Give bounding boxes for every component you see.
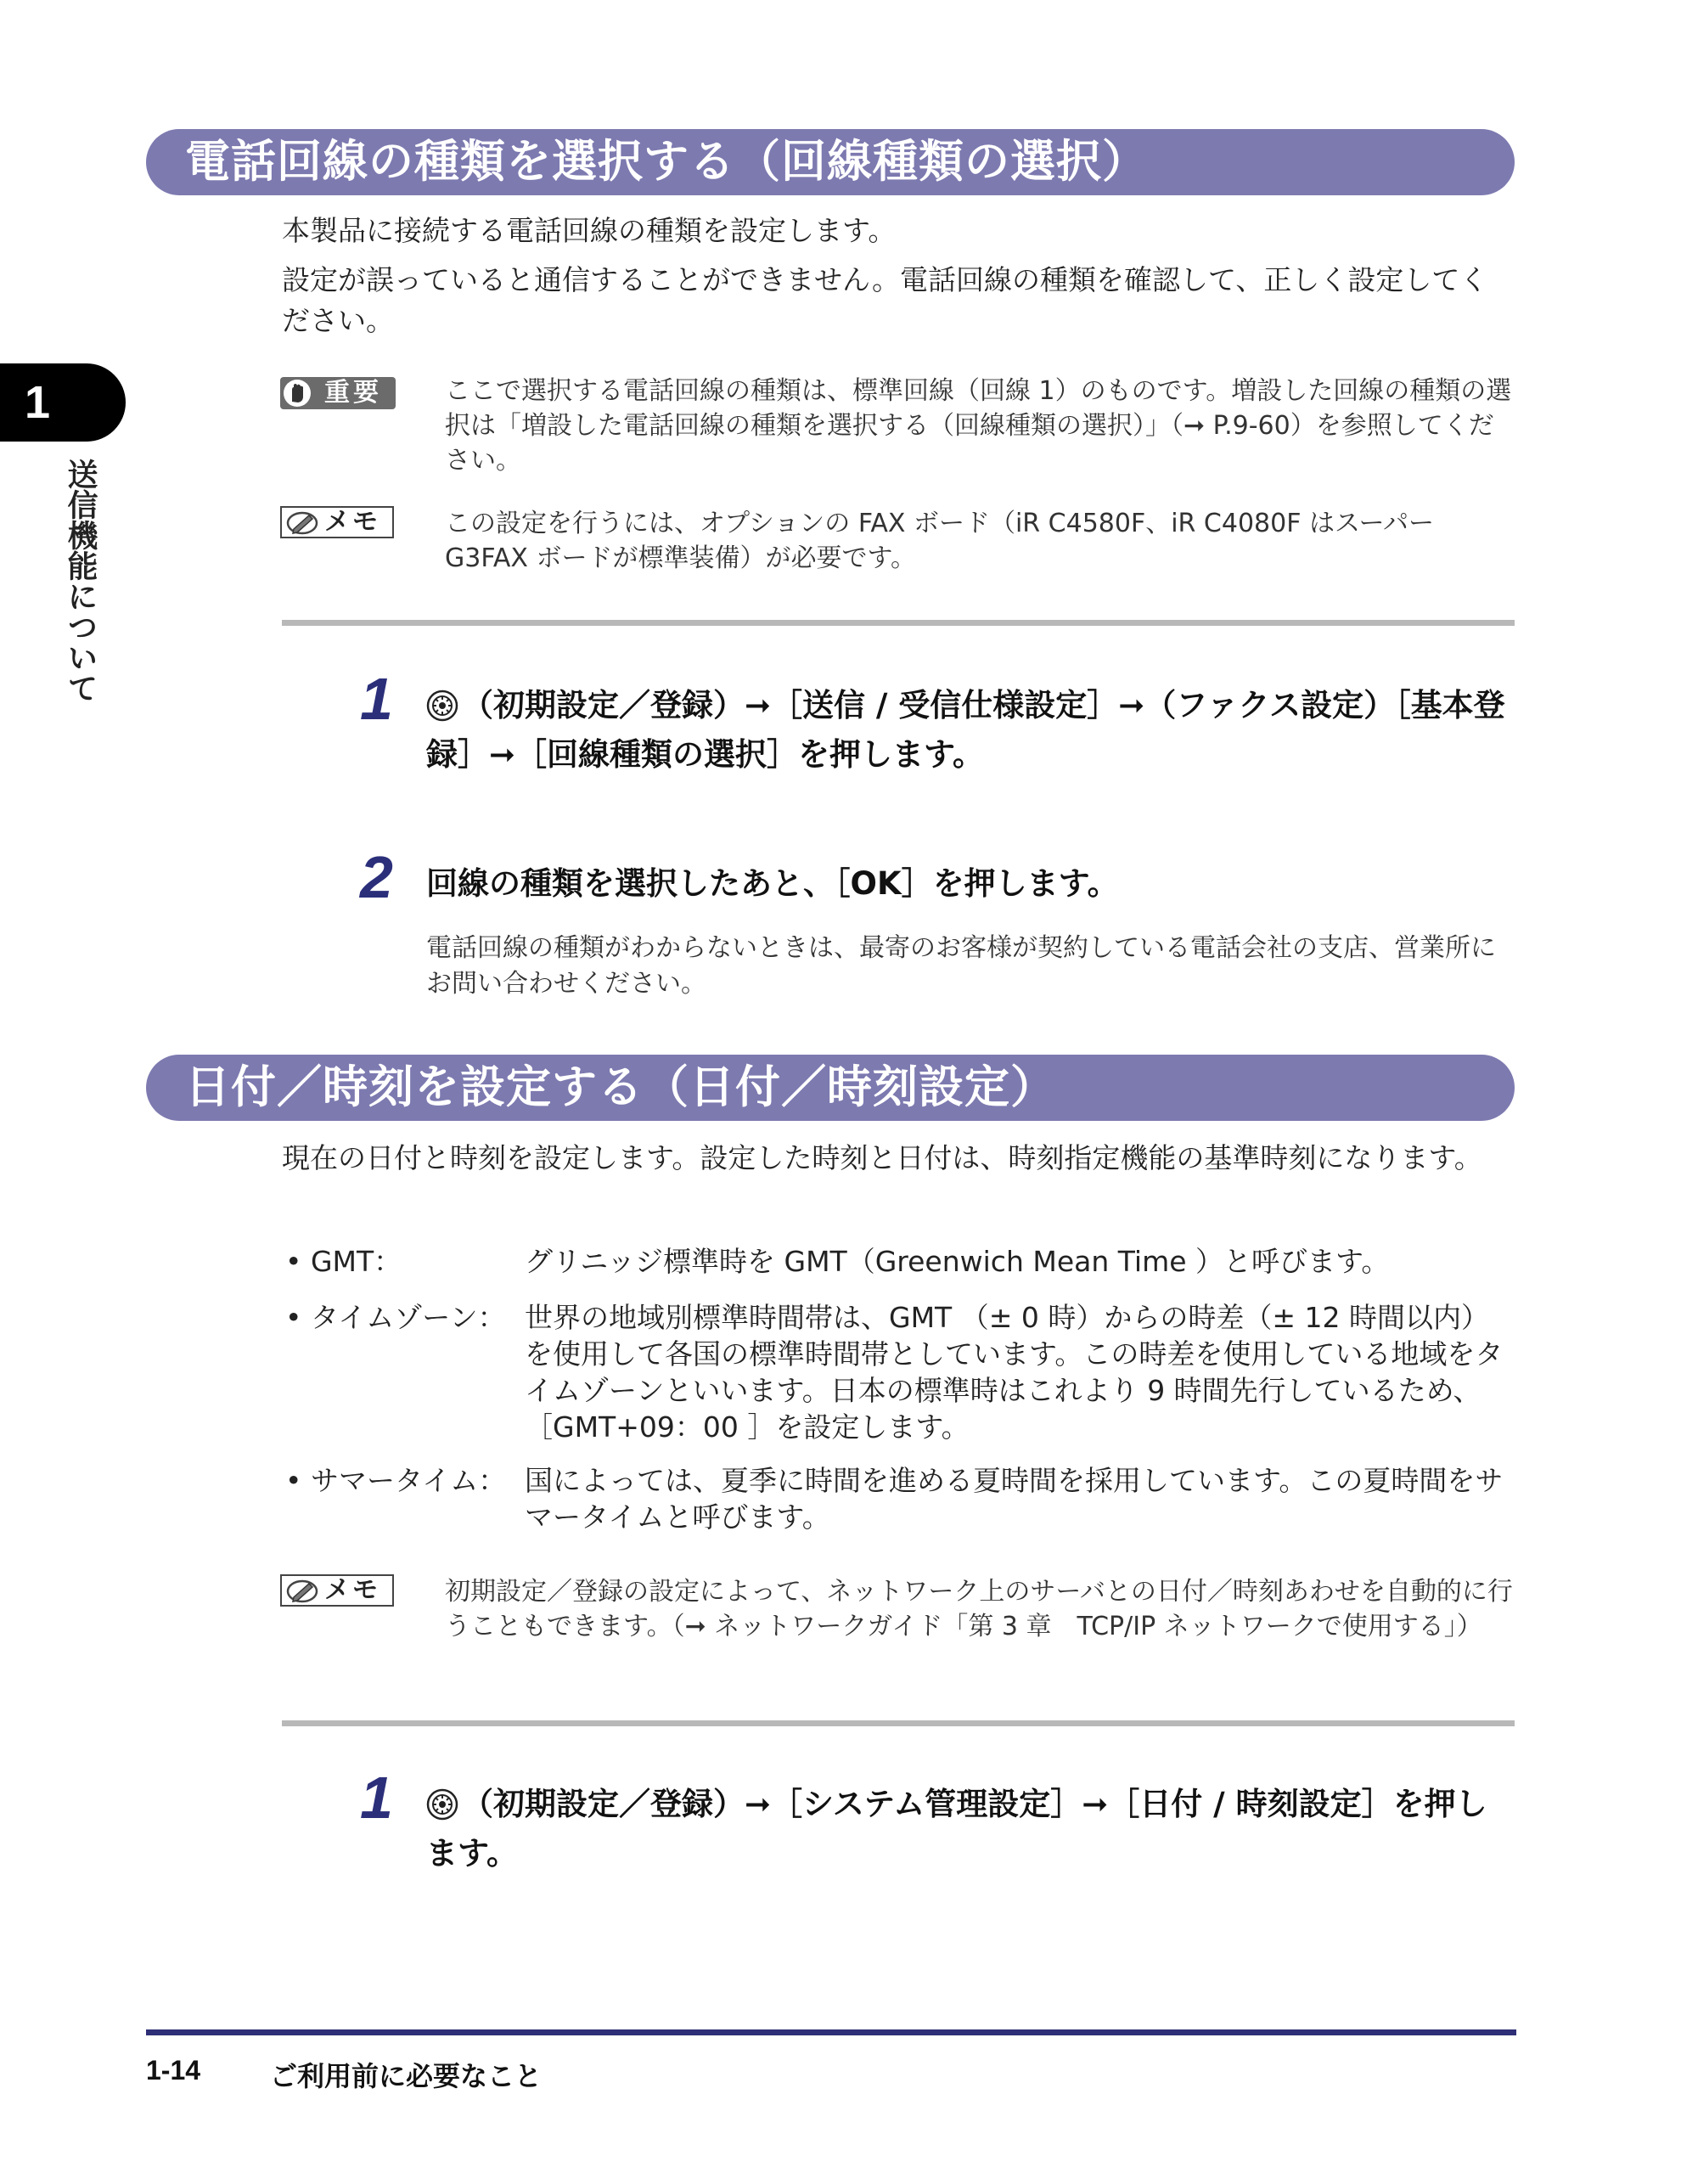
term: • タイムゾーン： bbox=[285, 1301, 506, 1334]
step-instruction: 回線の種類を選択したあと、［OK］を押します。 bbox=[426, 865, 1119, 902]
chapter-tab: 1 bbox=[0, 363, 126, 442]
footer-rule bbox=[146, 2029, 1516, 2035]
section1-intro-2: 設定が誤っていると通信することができません。電話回線の種類を確認して、正しく設定してください。 bbox=[282, 263, 1488, 337]
memo-label: メモ bbox=[324, 1575, 380, 1605]
settings-key-icon bbox=[426, 1786, 458, 1818]
hand-stop-icon bbox=[284, 380, 311, 407]
step-instruction bbox=[426, 681, 1515, 780]
description: 世界の地域別標準時間帯は、GMT （± 0 時）からの時差（± 12 時間以内）を使用して各国の標準時間帯としています。この時差を使用している地域をタイムゾーンといいます。日本の標準時はこれより 9 時間先行しているため、［GMT+09：00 ］を設定します。 bbox=[525, 1301, 1504, 1444]
section-heading-line-type: 電話回線の種類を選択する（回線種類の選択） bbox=[146, 129, 1515, 195]
important-badge bbox=[280, 377, 396, 409]
pencil-icon bbox=[285, 510, 319, 536]
section2-intro: 現在の日付と時刻を設定します。設定した時刻と日付は、時刻指定機能の基準時刻になります。 bbox=[282, 1141, 1482, 1174]
important-text: ここで選択する電話回線の種類は、標準回線（回線 1）のものです。増設した回線の種類の選択は「増設した電話回線の種類を選択する（回線種類の選択）」（➞ P.9-60）を参照してください。 bbox=[445, 376, 1512, 476]
step-number: 2 bbox=[360, 844, 393, 910]
section1-intro-1: 本製品に接続する電話回線の種類を設定します。 bbox=[282, 214, 897, 247]
step-note: 電話回線の種類がわからないときは、最寄のお客様が契約している電話会社の支店、営業所にお問い合わせください。 bbox=[426, 933, 1496, 999]
divider bbox=[282, 1720, 1515, 1726]
footer-title: ご利用前に必要なこと bbox=[270, 2060, 543, 2092]
divider bbox=[282, 620, 1515, 626]
term: • サマータイム： bbox=[285, 1464, 507, 1497]
step-instruction bbox=[426, 1780, 1515, 1878]
settings-key-icon bbox=[426, 687, 458, 719]
page-number: 1-14 bbox=[146, 2055, 201, 2085]
memo-label: メモ bbox=[324, 507, 380, 537]
memo-text: 初期設定／登録の設定によって、ネットワーク上のサーバとの日付／時刻あわせを自動的に行うこともできます。（➞ ネットワークガイド「第 3 章 TCP/IP ネットワークで使用する」） bbox=[445, 1577, 1513, 1641]
pencil-icon bbox=[285, 1579, 319, 1604]
memo-badge bbox=[280, 1574, 394, 1607]
description: 国によっては、夏季に時間を進める夏時間を採用しています。この夏時間をサマータイムと呼びます。 bbox=[525, 1464, 1504, 1534]
memo-text: この設定を行うには、オプションの FAX ボード（iR C4580F、iR C4080F はスーパー G3FAX ボードが標準装備）が必要です。 bbox=[445, 509, 1435, 573]
step-instruction-text: （初期設定／登録）➞［送信 / 受信仕様設定］➞（ファクス設定）［基本登録］➞［回線種類の選択］を押します。 bbox=[426, 687, 1505, 773]
chapter-label: 送信機能について bbox=[63, 459, 98, 703]
term: • GMT： bbox=[285, 1245, 402, 1278]
section-heading-date-time: 日付／時刻を設定する（日付／時刻設定） bbox=[146, 1055, 1515, 1121]
step-number: 1 bbox=[360, 1765, 393, 1831]
step-number: 1 bbox=[360, 666, 393, 732]
step-instruction-text: （初期設定／登録）➞［システム管理設定］➞［日付 / 時刻設定］を押します。 bbox=[426, 1786, 1487, 1872]
memo-badge bbox=[280, 506, 394, 538]
important-label: 重要 bbox=[324, 378, 382, 408]
description: グリニッジ標準時を GMT（Greenwich Mean Time ）と呼びます。 bbox=[525, 1245, 1390, 1278]
